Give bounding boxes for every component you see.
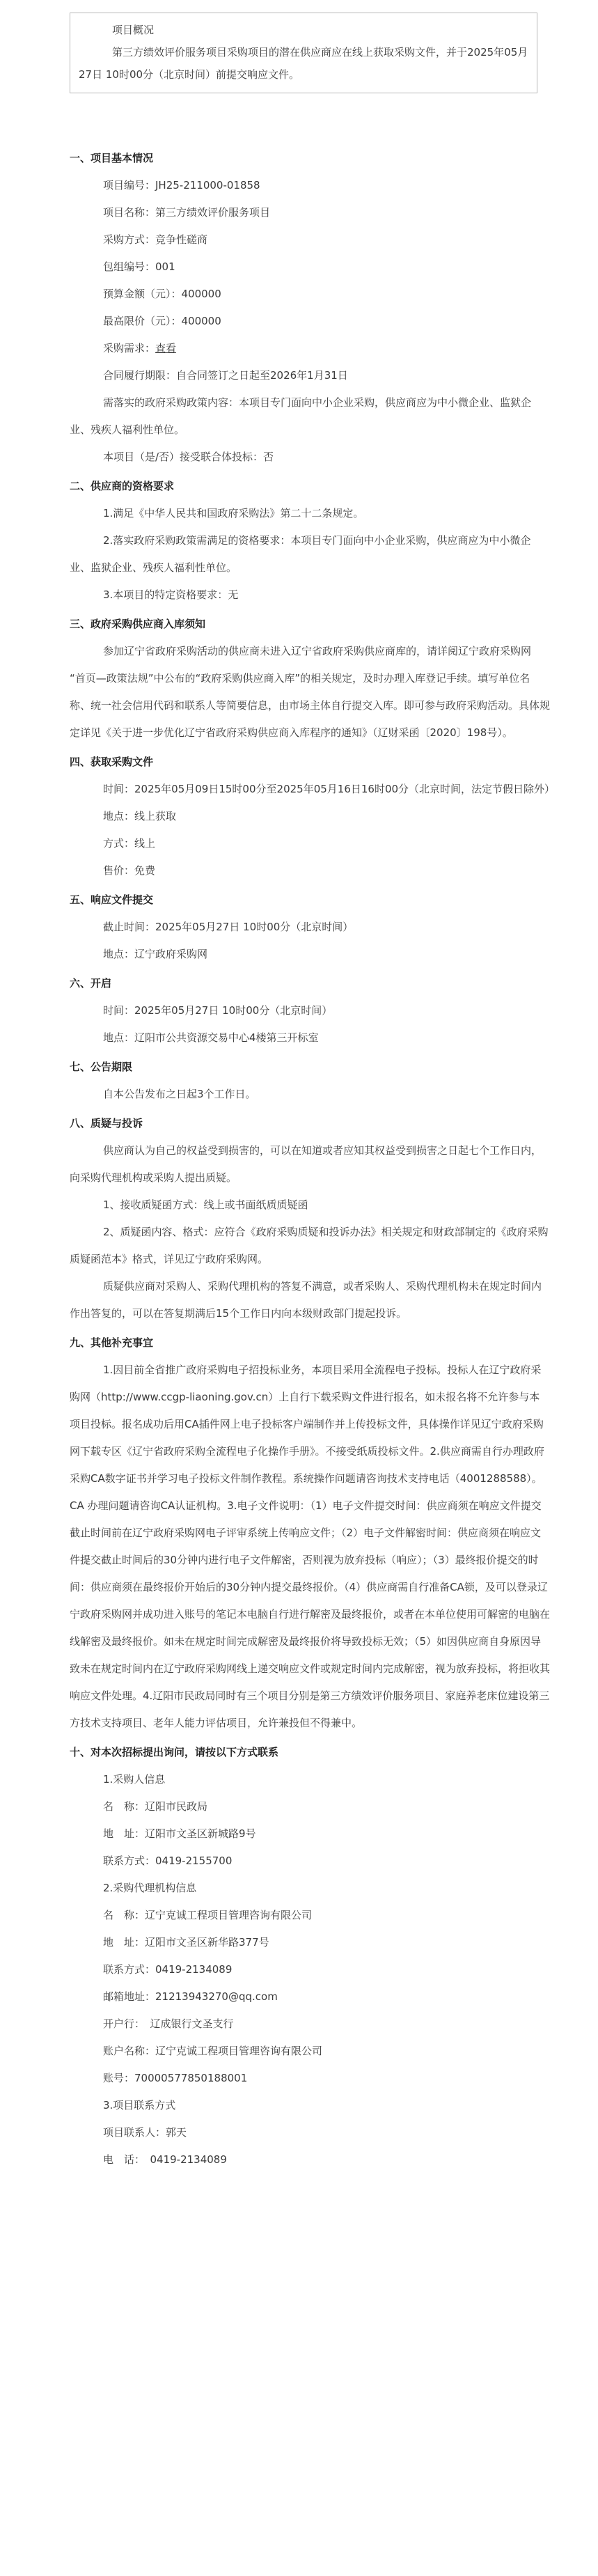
obtain-price: 售价：免费 [103, 864, 156, 877]
purchaser-address: 地 址：辽阳市文圣区新城路9号 [103, 1827, 256, 1840]
complaint-text-4: 质疑供应商对采购人、采购代理机构的答复不满意，或者采购人、采购代理机构未在规定时间内作出答复的，可以在答复期满后15个工作日内向本级财政部门提起投诉。 [70, 1280, 542, 1320]
section-heading-supplier-registration: 三、政府采购供应商入库须知 [70, 618, 206, 630]
budget-amount: 预算金额（元）：400000 [103, 288, 221, 300]
complaint-text-1: 供应商认为自己的权益受到损害的，可以在知道或者应知其权益受到损害之日起七个工作日内，向采购代理机构或采购人提出质疑。 [70, 1144, 542, 1184]
opening-location: 地点：辽阳市公共资源交易中心4楼第三开标室 [103, 1031, 319, 1044]
other-matters-text: 1.因目前全省推广政府采购电子招投标业务，本项目采用全流程电子投标。投标人在辽宁政府采购网（http://www.ccgp-liaoning.gov.cn）上自行下载采购文件进行报名，如未报名将不允许参与本项目投标。报名成功后用CA插件网上电子投标客户端制作并上传投标文件，具体操作详见辽宁政府采购网下载专区《辽宁省政府采购全流程电子化操作手册》。不接受纸质投标文件。2.供应商需自行办理政府采购CA数字证书并学习电子投标文件制作教程。系统操作问题请咨询技术支持电话（4001288588）。CA 办理问题请咨询CA认证机构。3.电子文件说明：（1）电子文件提交时间：供应商须在响应文件提交截止时间前在辽宁政府采购网电子评审系统上传响应文件；（2）电子文件解密时间：供应商须在响应文件提交截止时间后的30分钟内进行电子文件解密，否则视为放弃投标（响应）；（3）最终报价提交的时间：供应商须在最终报价开始后的30分钟内提交最终报价。（4）供应商需自行准备CA锁，及可以登录辽宁政府采购网并成功进入账号的笔记本电脑自行进行解密及最终报价，或者在本单位使用可解密的电脑在线解密及最终报价。如未在规定时间完成解密及最终报价将导致投标无效；（5）如因供应商自身原因导致未在规定时间内在辽宁政府采购网线上递交响应文件或规定时间内完成解密，视为放弃投标，将拒收其响应文件处理。4.辽阳市民政局同时有三个项目分别是第三方绩效评价服务项目、家庭养老床位建设第三方技术支持项目、老年人能力评估项目，允许兼投但不得兼中。 [70, 1364, 551, 1729]
purchaser-phone: 联系方式：0419-2155700 [103, 1855, 233, 1867]
agency-email: 邮箱地址：21213943270@qq.com [103, 1990, 278, 2003]
project-number: 项目编号：JH25-211000-01858 [103, 179, 260, 192]
package-number: 包组编号：001 [103, 260, 175, 273]
section-heading-complaints: 八、质疑与投诉 [70, 1117, 143, 1130]
complaint-text-3: 2、质疑函内容、格式：应符合《政府采购质疑和投诉办法》相关规定和财政部制定的《政府采购质疑函范本》格式，详见辽宁政府采购网。 [70, 1226, 549, 1265]
purchaser-info-heading: 1.采购人信息 [103, 1773, 166, 1786]
purchaser-name: 名 称：辽阳市民政局 [103, 1800, 208, 1813]
submission-location: 地点：辽宁政府采购网 [103, 948, 208, 960]
project-contact-person: 项目联系人：郭天 [103, 2126, 187, 2139]
policy-content: 需落实的政府采购政策内容：本项目专门面向中小企业采购，供应商应为中小微企业、监狱企业、残疾人福利性单位。 [70, 396, 532, 436]
agency-info-heading: 2.采购代理机构信息 [103, 1882, 197, 1894]
section-heading-qualifications: 二、供应商的资格要求 [70, 480, 175, 492]
max-price: 最高限价（元）：400000 [103, 315, 221, 327]
section-heading-basic-info: 一、项目基本情况 [70, 152, 154, 164]
qualification-3: 3.本项目的特定资格要求：无 [103, 588, 239, 601]
procurement-demand-label: 采购需求： [103, 342, 156, 354]
contract-period: 合同履行期限：自合同签订之日起至2026年1月31日 [103, 369, 348, 382]
agency-account-name: 账户名称：辽宁克诚工程项目管理咨询有限公司 [103, 2045, 323, 2057]
section-heading-other-matters: 九、其他补充事宜 [70, 1336, 154, 1349]
opening-time: 时间：2025年05月27日 10时00分（北京时间） [103, 1004, 333, 1017]
supplier-registration-text: 参加辽宁省政府采购活动的供应商未进入辽宁省政府采购供应商库的，请详阅辽宁政府采购网 “首页—政策法规”中公布的“政府采购供应商入库”的相关规定，及时办理入库登记手续。填写单位名称、统一社会信用代码和联系人等简要信息，由市场主体自行提交入库。即可参与政府采购活动。具体规定详见《关于进一步优化辽宁省政府采购供应商入库程序的通知》（辽财采函〔2020〕198号）。 [70, 645, 551, 739]
section-heading-notice-period: 七、公告期限 [70, 1061, 133, 1073]
notice-period-text: 自本公告发布之日起3个工作日。 [103, 1088, 256, 1100]
agency-bank: 开户行： 辽成银行文圣支行 [103, 2017, 234, 2030]
agency-account-number: 账号：70000577850188001 [103, 2072, 248, 2084]
section-heading-opening: 六、开启 [70, 977, 112, 990]
procurement-method: 采购方式：竞争性磋商 [103, 233, 208, 246]
announcement-content [70, 143, 556, 2173]
section-heading-submission: 五、响应文件提交 [70, 893, 154, 906]
obtain-time: 时间：2025年05月09日15时00分至2025年05月16日16时00分（北京时间，法定节假日除外） [103, 783, 556, 795]
view-demand-link[interactable]: 查看 [155, 342, 177, 354]
project-contact-phone: 电 话： 0419-2134089 [103, 2153, 227, 2166]
agency-phone: 联系方式：0419-2134089 [103, 1963, 233, 1976]
procurement-demand [70, 335, 550, 362]
qualification-1: 1.满足《中华人民共和国政府采购法》第二十二条规定。 [103, 507, 364, 520]
qualification-2: 2.落实政府采购政策需满足的资格要求：本项目专门面向中小企业采购，供应商应为中小微企业、监狱企业、残疾人福利性单位。 [70, 534, 531, 574]
consortium-allowed: 本项目（是/否）接受联合体投标：否 [103, 451, 274, 463]
complaint-text-2: 1、接收质疑函方式：线上或书面纸质质疑函 [103, 1199, 308, 1211]
project-summary-box [70, 13, 537, 93]
section-heading-contact: 十、对本次招标提出询问，请按以下方式联系 [70, 1746, 279, 1758]
section-heading-obtain-documents: 四、获取采购文件 [70, 756, 154, 768]
obtain-method: 方式：线上 [103, 837, 156, 850]
obtain-location: 地点：线上获取 [103, 810, 177, 822]
summary-title: 项目概况 [112, 24, 155, 36]
agency-address: 地 址：辽阳市文圣区新华路377号 [103, 1936, 269, 1949]
project-name: 项目名称：第三方绩效评价服务项目 [103, 206, 271, 219]
summary-body: 第三方绩效评价服务项目采购项目的潜在供应商应在线上获取采购文件，并于2025年05月27日 10时00分（北京时间）前提交响应文件。 [79, 46, 528, 81]
project-contact-heading: 3.项目联系方式 [103, 2099, 176, 2111]
agency-name: 名 称：辽宁克诚工程项目管理咨询有限公司 [103, 1909, 313, 1921]
submission-deadline: 截止时间：2025年05月27日 10时00分（北京时间） [103, 921, 354, 933]
